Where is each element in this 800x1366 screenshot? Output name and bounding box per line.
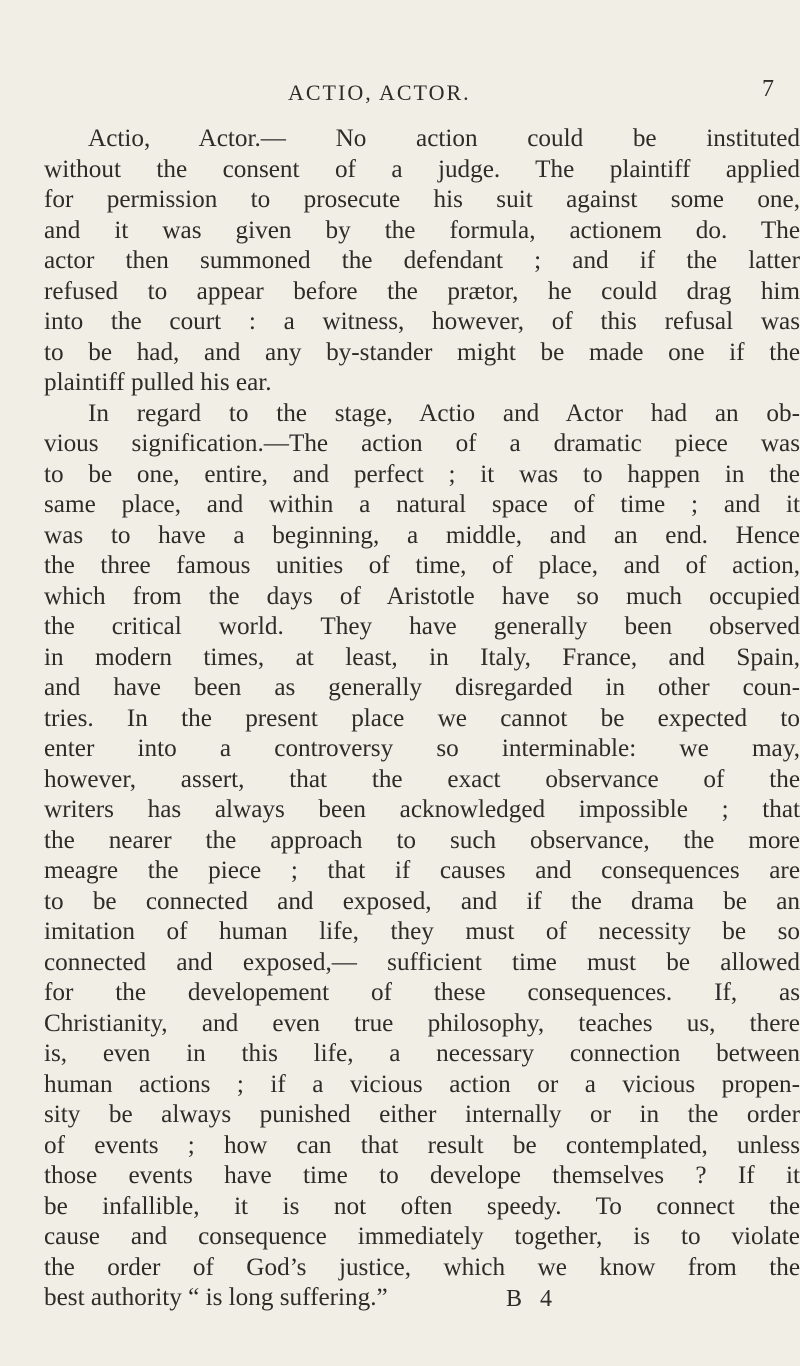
text-line: in modern times, at least, in Italy, France, and Spain,	[44, 643, 800, 671]
text-line: those events have time to develope themselves ? If it	[44, 1162, 800, 1189]
text-line: cause and consequence immediately together, is to violate	[44, 1223, 800, 1250]
text-line: connected and exposed,— sufficient time must be allowed	[44, 948, 800, 976]
paragraph-1	[44, 124, 800, 399]
text-line: without the consent of a judge. The plaintiff applied	[44, 155, 800, 183]
page-header	[0, 74, 800, 114]
text-line: plaintiff pulled his ear.	[44, 369, 272, 396]
text-line: best authority “ is long suffering.”	[44, 1284, 388, 1311]
text-line: imitation of human life, they must of necessity be so	[44, 918, 800, 945]
text-line: for the developement of these consequences. If, as	[44, 979, 800, 1006]
text-line: is, even in this life, a necessary connection between	[44, 1040, 800, 1067]
text-line: was to have a beginning, a middle, and an end. Hence	[44, 521, 800, 549]
text-line: tries. In the present place we cannot be expected to	[44, 704, 800, 732]
text-line: for permission to prosecute his suit against some one,	[44, 186, 800, 213]
text-line: to be had, and any by-stander might be made one if the	[44, 338, 800, 366]
text-line: enter into a controversy so interminable: we may,	[44, 735, 800, 762]
text-line: to be connected and exposed, and if the drama be an	[44, 887, 800, 915]
page-number: 7	[762, 76, 774, 102]
signature-mark: B 4	[506, 1286, 559, 1312]
text-line: of events ; how can that result be contemplated, unless	[44, 1131, 800, 1159]
text-line: human actions ; if a vicious action or a vicious propen-	[44, 1070, 800, 1098]
text-line: Actio, Actor.— No action could be instituted	[88, 125, 800, 152]
text-line: to be one, entire, and perfect ; it was to happen in the	[44, 460, 800, 488]
text-line: however, assert, that the exact observance of the	[44, 765, 800, 793]
text-line: the order of God’s justice, which we know from the	[44, 1253, 800, 1281]
text-line: be infallible, it is not often speedy. To connect the	[44, 1192, 800, 1220]
text-line: writers has always been acknowledged impossible ; that	[44, 796, 800, 823]
text-line: into the court : a witness, however, of this refusal was	[44, 308, 800, 335]
text-line: actor then summoned the defendant ; and if the latter	[44, 247, 800, 274]
text-line: and have been as generally disregarded in other coun-	[44, 674, 800, 701]
paragraph-2	[44, 399, 800, 1314]
text-line: the three famous unities of time, of place, and of action,	[44, 552, 800, 579]
text-line: vious signification.—The action of a dramatic piece was	[44, 430, 800, 457]
text-line: and it was given by the formula, actionem do. The	[44, 216, 800, 244]
text-line: same place, and within a natural space of time ; and it	[44, 491, 800, 518]
text-line: meagre the piece ; that if causes and consequences are	[44, 857, 800, 884]
text-line: the critical world. They have generally been observed	[44, 613, 800, 640]
text-line: sity be always punished either internally or in the order	[44, 1101, 800, 1128]
text-line: which from the days of Aristotle have so much occupied	[44, 582, 800, 610]
body-text	[44, 124, 800, 1314]
text-line: Christianity, and even true philosophy, teaches us, there	[44, 1009, 800, 1037]
text-line: the nearer the approach to such observance, the more	[44, 826, 800, 854]
running-head: ACTIO, ACTOR.	[288, 80, 471, 105]
text-line: refused to appear before the prætor, he could drag him	[44, 277, 800, 305]
text-line: In regard to the stage, Actio and Actor had an ob-	[88, 399, 800, 427]
